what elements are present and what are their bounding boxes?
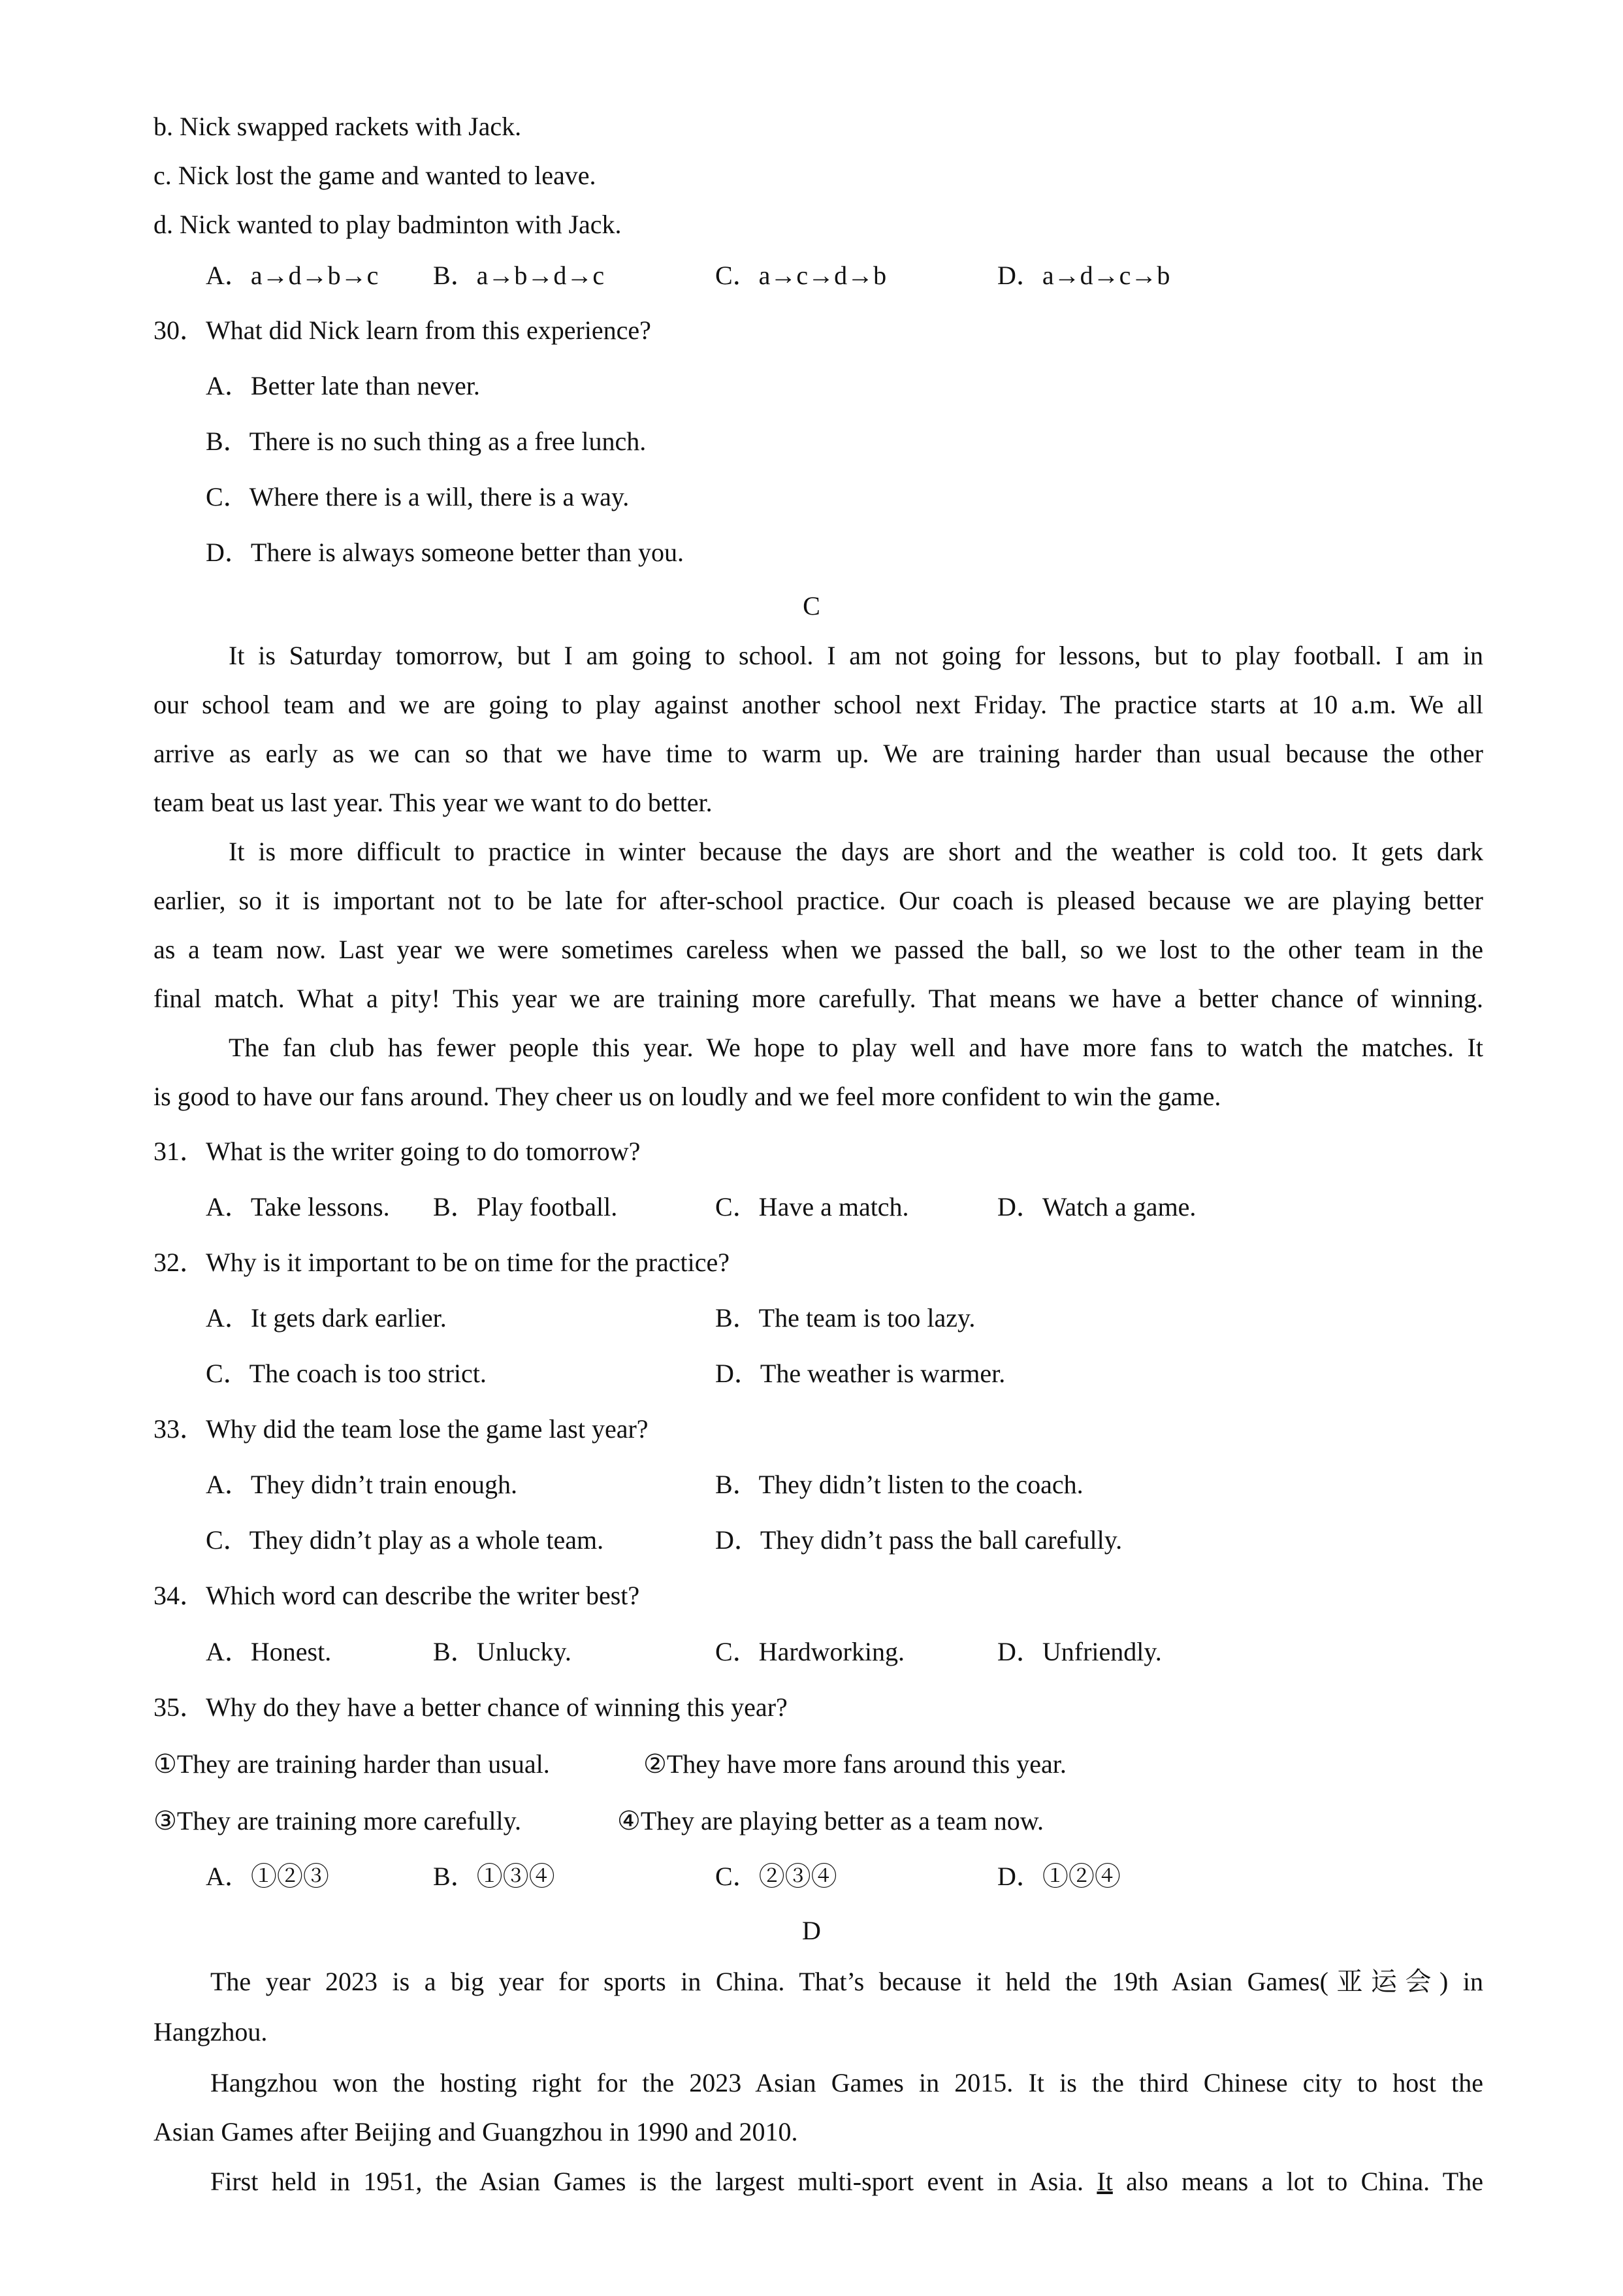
- passage-c-p1-line2: our school team and we are going to play against another school next Friday. The practice starts at 10 a.m. We all: [153, 690, 1483, 719]
- q32-question: 32．Why is it important to be on time for the practice?: [153, 1248, 730, 1277]
- q29-option-d[interactable]: D．a→d→c→b: [997, 261, 1170, 290]
- q30-option-b[interactable]: B．There is no such thing as a free lunch.: [206, 427, 647, 456]
- q35-statement-3: ③They are training more carefully.: [153, 1806, 522, 1835]
- q29-option-c[interactable]: C．a→c→d→b: [715, 261, 887, 290]
- q33-option-a[interactable]: A．They didn’t train enough.: [206, 1470, 517, 1499]
- passage-c-p1-line3: arrive as early as we can so that we have time to warm up. We are training harder than usual because the other: [153, 739, 1483, 768]
- passage-c-p1-line4: team beat us last year. This year we want to do better.: [153, 788, 713, 817]
- q34-option-d[interactable]: D．Unfriendly.: [997, 1637, 1162, 1666]
- passage-d-underlined-it: It: [1097, 2167, 1113, 2196]
- q35-statement-4: ④They are playing better as a team now.: [617, 1806, 1044, 1835]
- q35-option-d[interactable]: D．①②④: [997, 1862, 1121, 1891]
- q31-option-d[interactable]: D．Watch a game.: [997, 1192, 1197, 1221]
- passage-c-p2-line1: It is more difficult to practice in winter because the days are short and the weather is cold too. It gets dark: [229, 837, 1483, 866]
- q30-option-c[interactable]: C．Where there is a will, there is a way.: [206, 482, 630, 511]
- q31-option-b[interactable]: B．Play football.: [433, 1192, 618, 1221]
- q31-option-c[interactable]: C．Have a match.: [715, 1192, 909, 1221]
- q32-option-b[interactable]: B．The team is too lazy.: [715, 1303, 976, 1333]
- passage-d-p3-text-after: also means a lot to China. The: [1112, 2167, 1483, 2196]
- q35-question: 35．Why do they have a better chance of winning this year?: [153, 1692, 788, 1722]
- q29-option-a[interactable]: A．a→d→b→c: [206, 261, 379, 290]
- passage-d-p1-line2: Hangzhou.: [153, 2017, 268, 2046]
- q29-event-c: c. Nick lost the game and wanted to leave.: [153, 161, 596, 190]
- passage-d-p1-line1: The year 2023 is a big year for sports in China. That’s because it held the 19th Asian Games(亚运会) in: [210, 1967, 1483, 1996]
- q34-option-c[interactable]: C．Hardworking.: [715, 1637, 905, 1666]
- q30-option-a[interactable]: A．Better late than never.: [206, 371, 480, 400]
- q30-question: 30．What did Nick learn from this experience?: [153, 315, 651, 345]
- passage-c-p3-line1: The fan club has fewer people this year. We hope to play well and have more fans to watch the matches. It: [229, 1033, 1483, 1062]
- q33-question: 33．Why did the team lose the game last year?: [153, 1414, 649, 1444]
- q35-option-b[interactable]: B．①③④: [433, 1862, 555, 1891]
- q29-event-d: d. Nick wanted to play badminton with Jack.: [153, 210, 622, 239]
- q35-statement-1: ①They are training harder than usual.: [153, 1749, 550, 1779]
- passage-d-p3-text-before: First held in 1951, the Asian Games is the largest multi-sport event in Asia.: [210, 2167, 1097, 2196]
- q32-option-d[interactable]: D．The weather is warmer.: [715, 1359, 1006, 1388]
- q29-option-b[interactable]: B．a→b→d→c: [433, 261, 605, 290]
- q34-option-b[interactable]: B．Unlucky.: [433, 1637, 571, 1666]
- q33-option-d[interactable]: D．They didn’t pass the ball carefully.: [715, 1525, 1123, 1555]
- q31-question: 31．What is the writer going to do tomorrow?: [153, 1137, 641, 1166]
- passage-c-p2-line3: as a team now. Last year we were sometimes careless when we passed the ball, so we lost to the other team in the: [153, 935, 1483, 964]
- section-d-heading: D: [802, 1916, 821, 1945]
- q31-option-a[interactable]: A．Take lessons.: [206, 1192, 390, 1221]
- passage-c-p1-line1: It is Saturday tomorrow, but I am going to school. I am not going for lessons, but to play football. I am in: [229, 641, 1483, 670]
- passage-d-p2-line1: Hangzhou won the hosting right for the 2023 Asian Games in 2015. It is the third Chinese city to host the: [210, 2068, 1483, 2097]
- passage-c-p2-line4: final match. What a pity! This year we are training more carefully. That means we have a better chance of winning.: [153, 984, 1483, 1013]
- q35-option-a[interactable]: A．①②③: [206, 1862, 329, 1891]
- section-c-heading: C: [803, 591, 820, 621]
- passage-d-p3-line1: [210, 2165, 1483, 2199]
- q34-question: 34．Which word can describe the writer best?: [153, 1581, 640, 1610]
- q35-statement-2: ②They have more fans around this year.: [643, 1749, 1067, 1779]
- q33-option-b[interactable]: B．They didn’t listen to the coach.: [715, 1470, 1084, 1499]
- q34-option-a[interactable]: A．Honest.: [206, 1637, 332, 1666]
- q30-option-d[interactable]: D．There is always someone better than you.: [206, 538, 684, 567]
- q35-option-c[interactable]: C．②③④: [715, 1862, 837, 1891]
- q32-option-c[interactable]: C．The coach is too strict.: [206, 1359, 487, 1388]
- passage-c-p2-line2: earlier, so it is important not to be late for after-school practice. Our coach is pleased because we are playing better: [153, 886, 1483, 915]
- q29-event-b: b. Nick swapped rackets with Jack.: [153, 112, 522, 141]
- q33-option-c[interactable]: C．They didn’t play as a whole team.: [206, 1525, 604, 1555]
- passage-c-p3-line2: is good to have our fans around. They cheer us on loudly and we feel more confident to win the game.: [153, 1082, 1221, 1111]
- q32-option-a[interactable]: A．It gets dark earlier.: [206, 1303, 447, 1333]
- passage-d-p2-line2: Asian Games after Beijing and Guangzhou in 1990 and 2010.: [153, 2117, 798, 2146]
